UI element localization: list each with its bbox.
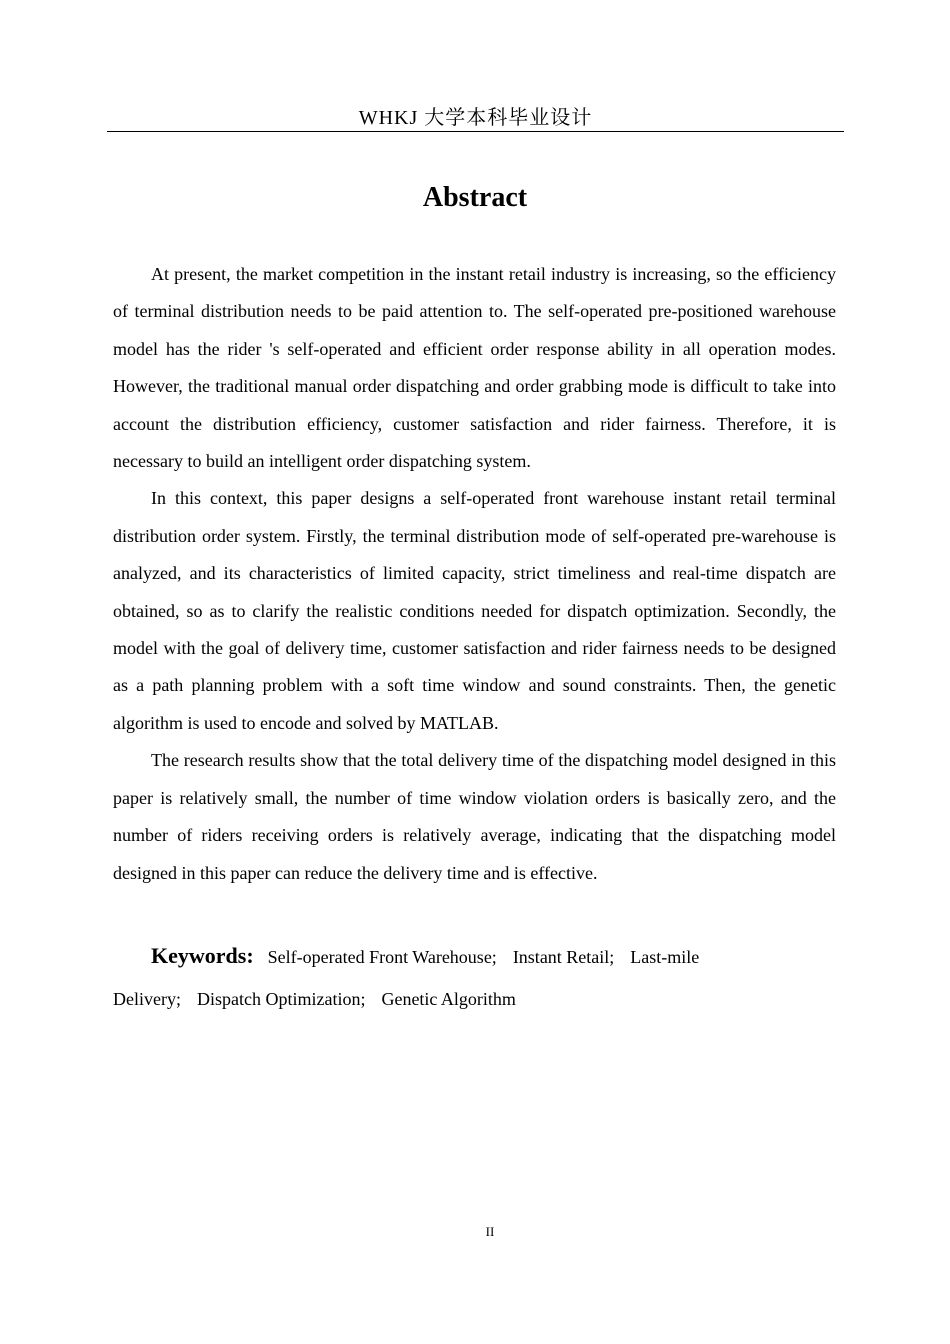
abstract-paragraph-1: At present, the market competition in the instant retail industry is increasing, so the efficiency of terminal distribution needs to be paid attention to. The self-operated pre-positioned warehouse model has the rider 's self-operated and efficient order response ability in all operation modes. However, the traditional manual order dispatching and order grabbing mode is difficult to take into account the distribution efficiency, customer satisfaction and rider fairness. Therefore, it is necessary to build an intelligent order dispatching system. (113, 264, 836, 472)
keyword-item: Last-mile Delivery; (113, 947, 700, 1009)
page-number: II (485, 1224, 495, 1239)
abstract-title: Abstract (422, 182, 528, 213)
keyword-item: Self-operated Front Warehouse; (267, 947, 497, 967)
keyword-item: Instant Retail; (512, 947, 615, 967)
header-divider (107, 131, 844, 132)
abstract-paragraph-2: In this context, this paper designs a self-operated front warehouse instant retail terminal distribution order system. Firstly, the terminal distribution mode of self-operated pre-warehouse is analyzed, and its characteristics of limited capacity, strict timeliness and real-time dispatch are obtained, so as to clarify the realistic conditions needed for dispatch optimization. Secondly, the model with the goal of delivery time, customer satisfaction and rider fairness needs to be designed as a path planning problem with a soft time window and sound constraints. Then, the genetic algorithm is used to encode and solved by MATLAB. (113, 488, 836, 733)
page-header: WHKJ 大学本科毕业设计 (358, 107, 593, 129)
keyword-item: Dispatch Optimization; (196, 989, 366, 1009)
abstract-paragraph-3: The research results show that the total delivery time of the dispatching model designed in this paper is relatively small, the number of time window violation orders is basically zero, and the number of riders receiving orders is relatively average, indicating that the dispatching model designed in this paper can reduce the delivery time and is effective. (113, 750, 836, 883)
keywords-label: Keywords: (151, 943, 254, 968)
keywords-section (113, 935, 836, 1020)
keyword-item: Genetic Algorithm (381, 989, 516, 1009)
abstract-body (113, 256, 836, 892)
